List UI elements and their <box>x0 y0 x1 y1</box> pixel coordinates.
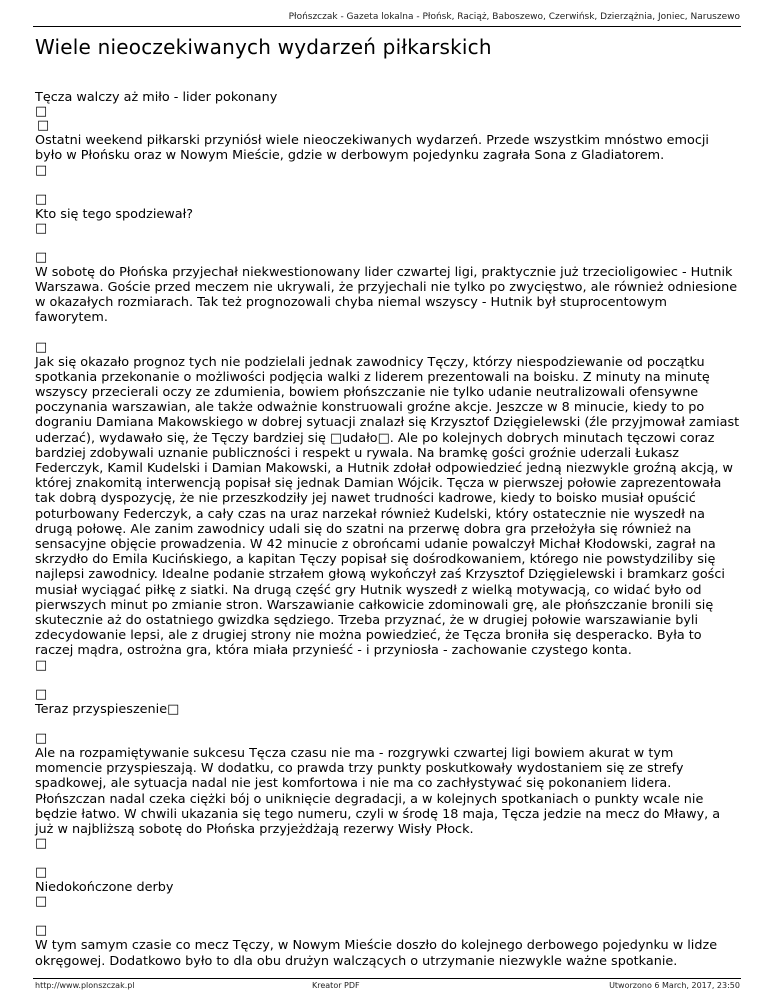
missing-glyph-icon <box>35 119 740 133</box>
header-divider <box>33 26 741 27</box>
subheading-question: Kto się tego spodziewał? <box>35 206 194 222</box>
missing-glyph-icon <box>330 431 342 446</box>
paragraph-league-outlook: Ale na rozpamiętywanie sukcesu Tęcza czasu nie ma - rozgrywki czwartej ligi bowiem akurat w tym momencie przyspieszają. W dodatku, co prawda trzy punkty poskutkowały wydostaniem się ze strefy spadkowej, ale sytuacja nadal nie jest komfortowa i nie ma co zachłystywać się pokonaniem lidera. Płońszczan nadal czeka ciężki bój o uniknięcie degradacji, a w kolejnych spotkaniach o punkty wcale nie będzie łatwo. W chwili ukazania się tego numeru, czyli w środę 18 maja, Tęcza jedzie na mecz do Mławy, a już w najbliższą sobotę do Płońska przyjeżdżają rezerwy Wisły Płock. <box>35 745 721 837</box>
missing-glyph-icon <box>35 222 740 236</box>
paragraph-intro: Ostatni weekend piłkarski przyniósł wiele nieoczekiwanych wydarzeń. Przede wszystkim mnóstwo emocji było w Płońsku oraz w Nowym Mieście, gdzie w derbowym pojedynku zagrała Sona z Gladiatorem. <box>35 133 709 164</box>
paragraph-match-preview: W sobotę do Płońska przyjechał niekwestionowany lider czwartej ligi, praktycznie już trzecioligowiec - Hutnik Warszawa. Goście przed meczem nie ukrywali, że przyjechali nie tylko po zwycięstwo, ale również odniesione w okazałych rozmiarach. Tak też prognozowali chyba niemal wszyscy - Hutnik był stuprocentowym faworytem. <box>35 264 738 326</box>
article-body <box>35 90 740 969</box>
footer-divider <box>33 978 741 979</box>
footer-generator: Kreator PDF <box>312 981 360 990</box>
missing-glyph-icon <box>35 837 740 851</box>
missing-glyph-icon <box>35 866 740 880</box>
missing-glyph-icon <box>35 895 740 909</box>
missing-glyph-icon <box>35 688 740 702</box>
page-header-source: Płońszczak - Gazeta lokalna - Płońsk, Raciąż, Baboszewo, Czerwińsk, Dzierzążnia, Joniec, Naruszewo <box>288 12 740 22</box>
missing-glyph-icon <box>35 341 740 355</box>
paragraph-derby: W tym samym czasie co mecz Tęczy, w Nowym Mieście doszło do kolejnego derbowego pojedynku w lidze okręgowej. Dodatkowo było to dla obu drużyn walczących o utrzymanie niezwykle ważne spotkanie. <box>35 938 718 969</box>
missing-glyph-icon <box>35 164 740 178</box>
missing-glyph-icon <box>35 251 740 265</box>
missing-glyph-icon <box>35 659 740 673</box>
footer-created-date: Utworzono 6 March, 2017, 23:50 <box>609 981 740 990</box>
subheading-acceleration: Teraz przyspieszenie□ <box>35 702 740 717</box>
missing-glyph-icon <box>35 193 740 207</box>
missing-glyph-icon <box>35 924 740 938</box>
subheading-unfinished-derby: Niedokończone derby <box>35 880 174 896</box>
paragraph-match-report: Jak się okazało prognoz tych nie podzielali jednak zawodnicy Tęczy, którzy niespodziewanie od początku spotkania przekonanie o możliwości podjęcia walki z liderem prezentowali na boisku. Z minuty na minutę wszyscy przecierali oczy ze zdumienia, bowiem płońszczanie nie tylko udanie neutralizowali ofensywne poczynania warszawian, ale także odważnie konstruowali groźne akcje. Jeszcze w 8 minucie, kiedy to po dograniu Damiana Makowskiego w dobrej sytuacji znalazł się Krzysztof Dzięgielewski (źle przyjmował zamiast uderzać), wydawało się, że Tęczy bardziej się □ udało□ . Ale po kolejnych dobrych minutach tęczowi coraz bardziej zdobywali uznanie publiczności i respekt u rywala. Na bramkę gości groźnie uderzali Łukasz Federczyk, Kamil Kudelski i Damian Makowski, a Hutnik zdołał odpowiedzieć jedną niezwykle groźną akcją, w której znakomitą interwencją popisał się jednak Damian Wójcik. Tęcza w pierwszej połowie zaprezentowała tak dobrą dyspozycję, że nie przeszkodziły jej nawet trudności kadrowe, kiedy to boisko musiał opuścić poturbowany Federczyk, a cały czas na uraz narzekał również Kudelski, który ostatecznie nie wyszedł na drugą połowę. Ale zanim zawodnicy udali się do szatni na przerwę dobra gra przełożyła się również na sensacyjne objęcie prowadzenia. W 42 minucie z obrońcami udanie powalczył Michał Kłodowski, zagrał na skrzydło do Emila Kucińskiego, a kapitan Tęczy popisał się dośrodkowaniem, którego nie powstydziliby się najlepsi zawodnicy. Idealne podanie strzałem głową wykończył zaś Krzysztof Dzięgielewski i bramkarz gości musiał wyciągać piłkę z siatki. Na drugą część gry Hutnik wyszedł z wielką motywacją, co widać było od pierwszych minut po zmianie stron. Warszawianie całkowicie zdominowali grę, ale płońszczanie bronili się skutecznie aż do ostatniego gwizdka sędziego. Trzeba przyznać, że w drugiej połowie warszawianie byli zdecydowanie lepsi, ale z drugiej strony nie można powiedzieć, że Tęcza broniła się desperacko. Była to raczej mądra, ostrożna gra, która miała przynieść - i przyniosła - zachowanie czystego konta. <box>35 355 740 659</box>
footer-url-link[interactable]: http://www.plonszczak.pl <box>35 981 135 990</box>
missing-glyph-icon <box>378 431 390 446</box>
missing-glyph-icon <box>167 702 179 717</box>
missing-glyph-icon <box>35 732 740 746</box>
lead-heading: Tęcza walczy aż miło - lider pokonany <box>35 90 278 105</box>
missing-glyph-icon <box>35 105 740 119</box>
article-title: Wiele nieoczekiwanych wydarzeń piłkarskich <box>35 35 492 59</box>
